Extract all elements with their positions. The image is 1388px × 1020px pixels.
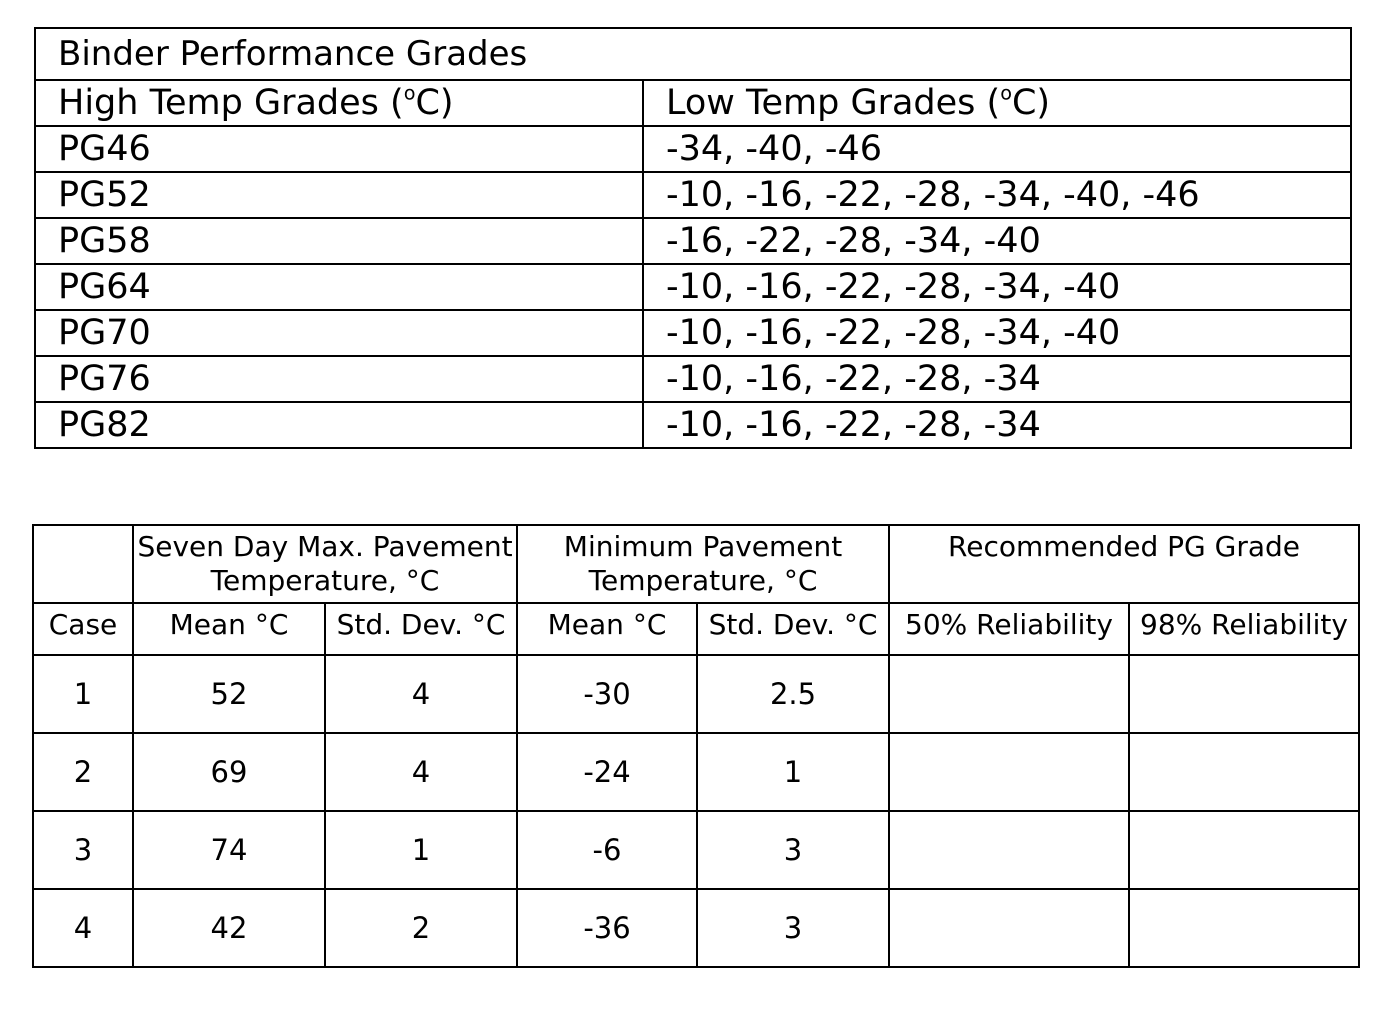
case-cell: 2 [33, 733, 133, 811]
reliability-98-header: 98% Reliability [1129, 603, 1359, 655]
reliability-50-cell [889, 889, 1129, 967]
table-title-row [35, 28, 1351, 80]
table-row [35, 310, 1351, 356]
header-row [35, 80, 1351, 126]
reliability-50-cell [889, 655, 1129, 733]
min-mean-cell: -24 [517, 733, 697, 811]
blank-corner-cell [33, 525, 133, 603]
binder-performance-grades-table [34, 27, 1352, 449]
reliability-98-cell [1129, 889, 1359, 967]
sub-header-row [33, 603, 1359, 655]
recommended-pg-grade-header: Recommended PG Grade [889, 525, 1359, 603]
max-mean-cell: 74 [133, 811, 325, 889]
case-cell: 4 [33, 889, 133, 967]
low-grades-cell: -10, -16, -22, -28, -34, -40, -46 [643, 172, 1351, 218]
max-std-dev-cell: 2 [325, 889, 517, 967]
table-row [35, 356, 1351, 402]
min-mean-cell: -36 [517, 889, 697, 967]
case-cell: 3 [33, 811, 133, 889]
high-grade-cell: PG52 [35, 172, 643, 218]
min-std-dev-cell: 2.5 [697, 655, 889, 733]
table-row [35, 264, 1351, 310]
low-grades-cell: -10, -16, -22, -28, -34 [643, 356, 1351, 402]
low-grades-cell: -34, -40, -46 [643, 126, 1351, 172]
min-mean-cell: -30 [517, 655, 697, 733]
high-grade-cell: PG58 [35, 218, 643, 264]
low-grades-cell: -10, -16, -22, -28, -34, -40 [643, 264, 1351, 310]
reliability-98-cell [1129, 655, 1359, 733]
high-grade-cell: PG82 [35, 402, 643, 448]
group-header-row [33, 525, 1359, 603]
high-temp-header: High Temp Grades ($^o$C) [35, 80, 643, 126]
max-mean-cell: 42 [133, 889, 325, 967]
low-grades-cell: -10, -16, -22, -28, -34, -40 [643, 310, 1351, 356]
min-mean-cell: -6 [517, 811, 697, 889]
high-grade-cell: PG76 [35, 356, 643, 402]
min-std-dev-cell: 3 [697, 811, 889, 889]
low-grades-cell: -16, -22, -28, -34, -40 [643, 218, 1351, 264]
max-pavement-temp-header: Seven Day Max. Pavement Temperature, °C [133, 525, 517, 603]
table-row [33, 733, 1359, 811]
table-row [33, 655, 1359, 733]
max-std-dev-cell: 4 [325, 733, 517, 811]
high-grade-cell: PG70 [35, 310, 643, 356]
min-mean-header: Mean °C [517, 603, 697, 655]
min-std-dev-cell: 3 [697, 889, 889, 967]
pavement-cases-table [32, 524, 1360, 968]
high-grade-cell: PG64 [35, 264, 643, 310]
min-std-dev-header: Std. Dev. °C [697, 603, 889, 655]
table-row [33, 889, 1359, 967]
table-row [35, 172, 1351, 218]
reliability-50-cell [889, 733, 1129, 811]
low-grades-cell: -10, -16, -22, -28, -34 [643, 402, 1351, 448]
table-row [33, 811, 1359, 889]
max-std-dev-header: Std. Dev. °C [325, 603, 517, 655]
reliability-50-header: 50% Reliability [889, 603, 1129, 655]
reliability-50-cell [889, 811, 1129, 889]
high-grade-cell: PG46 [35, 126, 643, 172]
max-std-dev-cell: 4 [325, 655, 517, 733]
case-header: Case [33, 603, 133, 655]
min-pavement-temp-header: Minimum Pavement Temperature, °C [517, 525, 889, 603]
max-std-dev-cell: 1 [325, 811, 517, 889]
reliability-98-cell [1129, 733, 1359, 811]
max-mean-cell: 52 [133, 655, 325, 733]
low-temp-header: Low Temp Grades ($^o$C) [643, 80, 1351, 126]
case-cell: 1 [33, 655, 133, 733]
table-row [35, 218, 1351, 264]
min-std-dev-cell: 1 [697, 733, 889, 811]
reliability-98-cell [1129, 811, 1359, 889]
table-row [35, 402, 1351, 448]
table-row [35, 126, 1351, 172]
max-mean-cell: 69 [133, 733, 325, 811]
table-title: Binder Performance Grades [35, 28, 1351, 80]
max-mean-header: Mean °C [133, 603, 325, 655]
